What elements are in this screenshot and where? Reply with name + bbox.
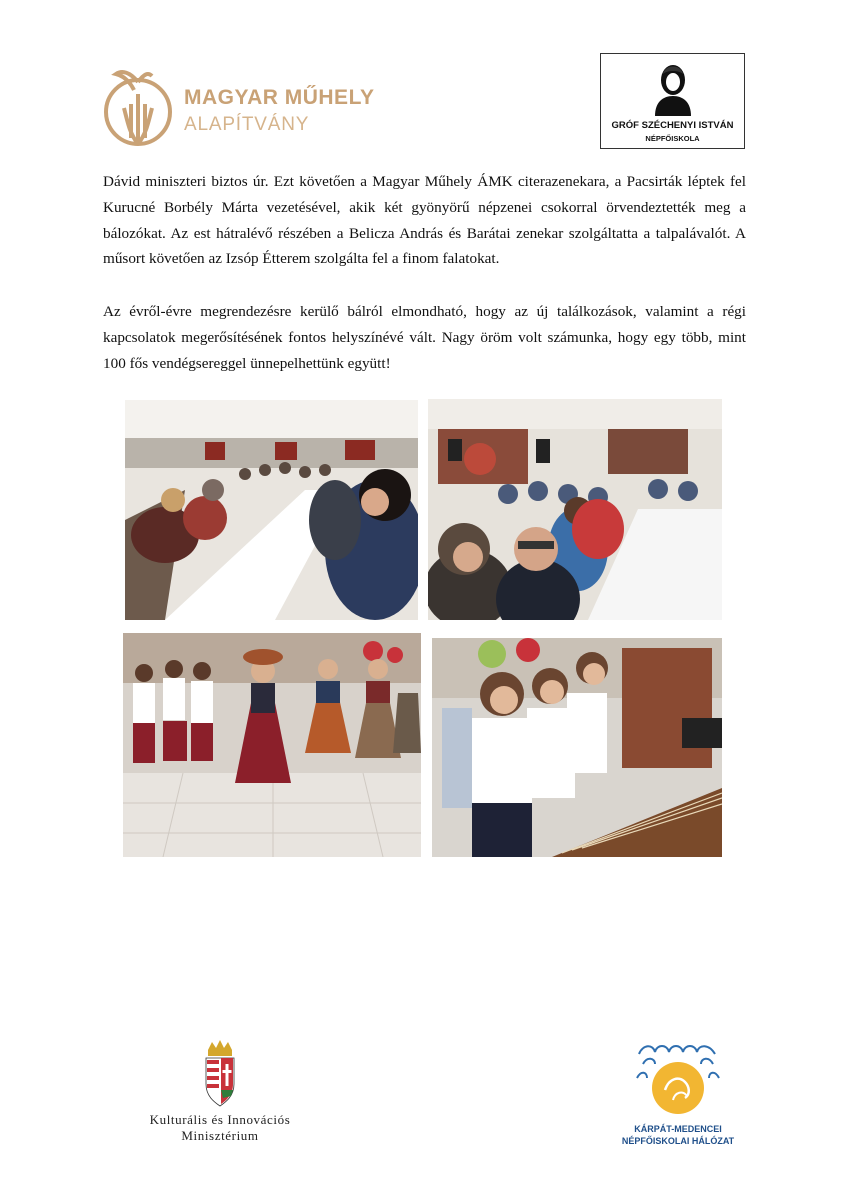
szechenyi-nepfoiskola-logo	[600, 53, 745, 149]
photo-guests-seated	[428, 399, 722, 620]
magyar-muhely-logo	[100, 62, 380, 154]
photo-zither-players	[432, 638, 722, 857]
magyar-muhely-subtitle: ALAPÍTVÁNY	[184, 114, 310, 135]
portrait-icon	[645, 58, 701, 116]
karpat-medencei-logo	[598, 1038, 758, 1148]
network-name-line1: KÁRPÁT-MEDENCEI	[634, 1124, 722, 1134]
network-emblem-icon	[633, 1038, 723, 1124]
photo-ball-guests	[125, 400, 418, 620]
ministry-name-line2: Minisztérium	[181, 1128, 259, 1143]
body-paragraph-2: Az évről-évre megrendezésre kerülő bálról elmondható, hogy az új találkozások, valamint a régi kapcsolatok megerősítésének fontos helyszínévé vált. Nagy öröm volt számunka, hogy egy több, mint 100 fős vendégsereggel ünnepelhettünk együtt!	[103, 303, 746, 372]
coat-of-arms-icon	[200, 1040, 240, 1108]
ministry-name-line1: Kulturális és Innovációs	[149, 1112, 291, 1127]
szechenyi-name: GRÓF SZÉCHENYI ISTVÁN	[611, 120, 734, 131]
szechenyi-subtitle: NÉPFŐISKOLA	[645, 134, 700, 143]
body-paragraph-1: Dávid miniszteri biztos úr. Ezt követően a Magyar Műhely ÁMK citerazenekara, a Pacsirták léptek fel Kurucné Borbély Márta vezetésével, akik két gyönyörű népzenei csokorral örvendeztették meg a bálozókat. Az est hátralévő részében a Belicza András és Barátai zenekar szolgáltatta a talpalávalót. A műsort követően az Izsóp Étterem szolgálta fel a finom falatokat.	[103, 173, 746, 268]
network-name-line2: NÉPFŐISKOLAI HÁLÓZAT	[621, 1136, 735, 1146]
photo-folk-dance	[123, 633, 421, 857]
ministry-logo	[120, 1040, 320, 1150]
eagle-emblem-icon	[100, 64, 176, 152]
magyar-muhely-name: MAGYAR MŰHELY	[184, 86, 375, 109]
